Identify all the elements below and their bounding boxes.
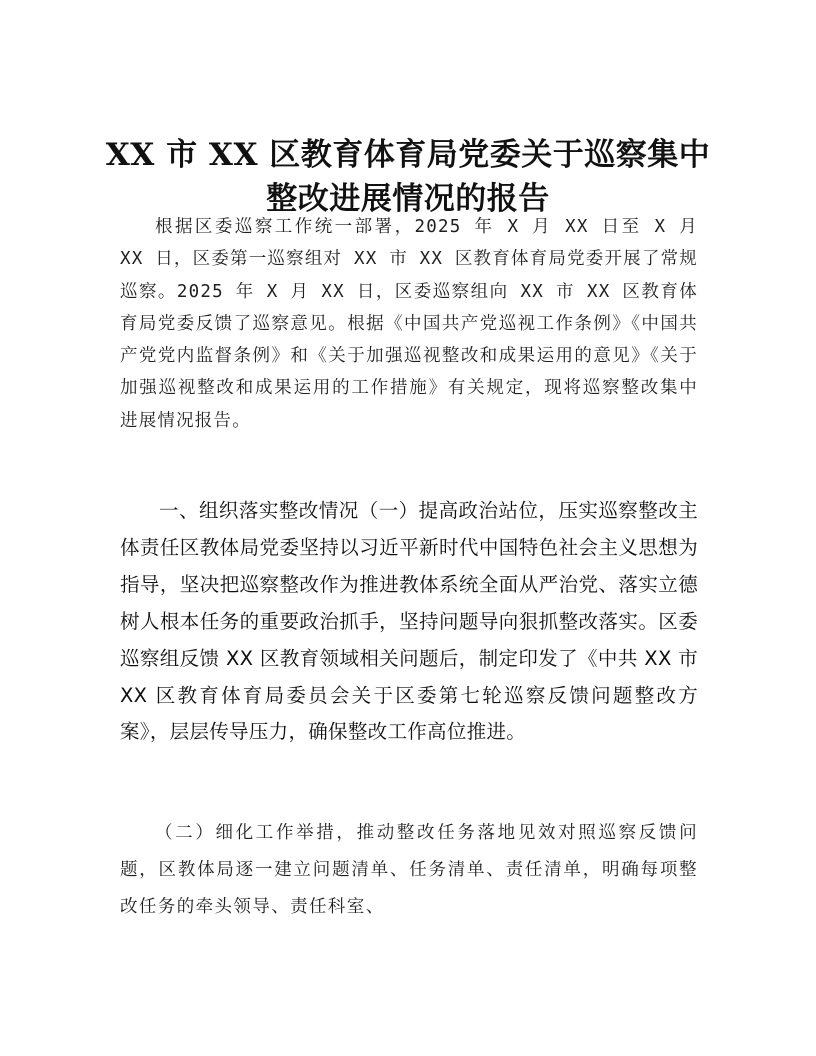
document-title: XX 市 XX 区教育体育局党委关于巡察集中整改进展情况的报告 <box>105 136 711 217</box>
paragraph-section-one: 一、组织落实整改情况（一）提高政治站位，压实巡察整改主体责任区教体局党委坚持以习近平新时代中国特色社会主义思想为指导，坚决把巡察整改作为推进教体系统全面从严治党、落实立德树人根本任务的重要政治抓手，坚持问题导向狠抓整改落实。区委巡察组反馈 XX 区教育领域相关问题后，制定印发了《中共 XX 市 XX 区教育体育局委员会关于区委第七轮巡察反馈问题整改方案》，层层传导压力，确保整改工作高位推进。 <box>120 499 698 744</box>
paragraph-section-two: （二）细化工作举措，推动整改任务落地见效对照巡察反馈问题，区教体局逐一建立问题清单、任务清单、责任清单，明确每项整改任务的牵头领导、责任科室、 <box>120 823 698 917</box>
paragraph-intro: 根据区委巡察工作统一部署，2025 年 X 月 XX 日至 X 月 XX 日，区委第一巡察组对 XX 市 XX 区教育体育局党委开展了常规巡察。2025 年 X 月 XX 日，区委巡察组向 XX 市 XX 区教育体育局党委反馈了巡察意见。根据《中国共产党巡视工作条例》《中国共产党党内监督条例》和《关于加强巡视整改和成果运用的意见》《关于加强巡视整改和成果运用的工作措施》有关规定，现将巡察整改集中进展情况报告。 <box>120 217 698 431</box>
